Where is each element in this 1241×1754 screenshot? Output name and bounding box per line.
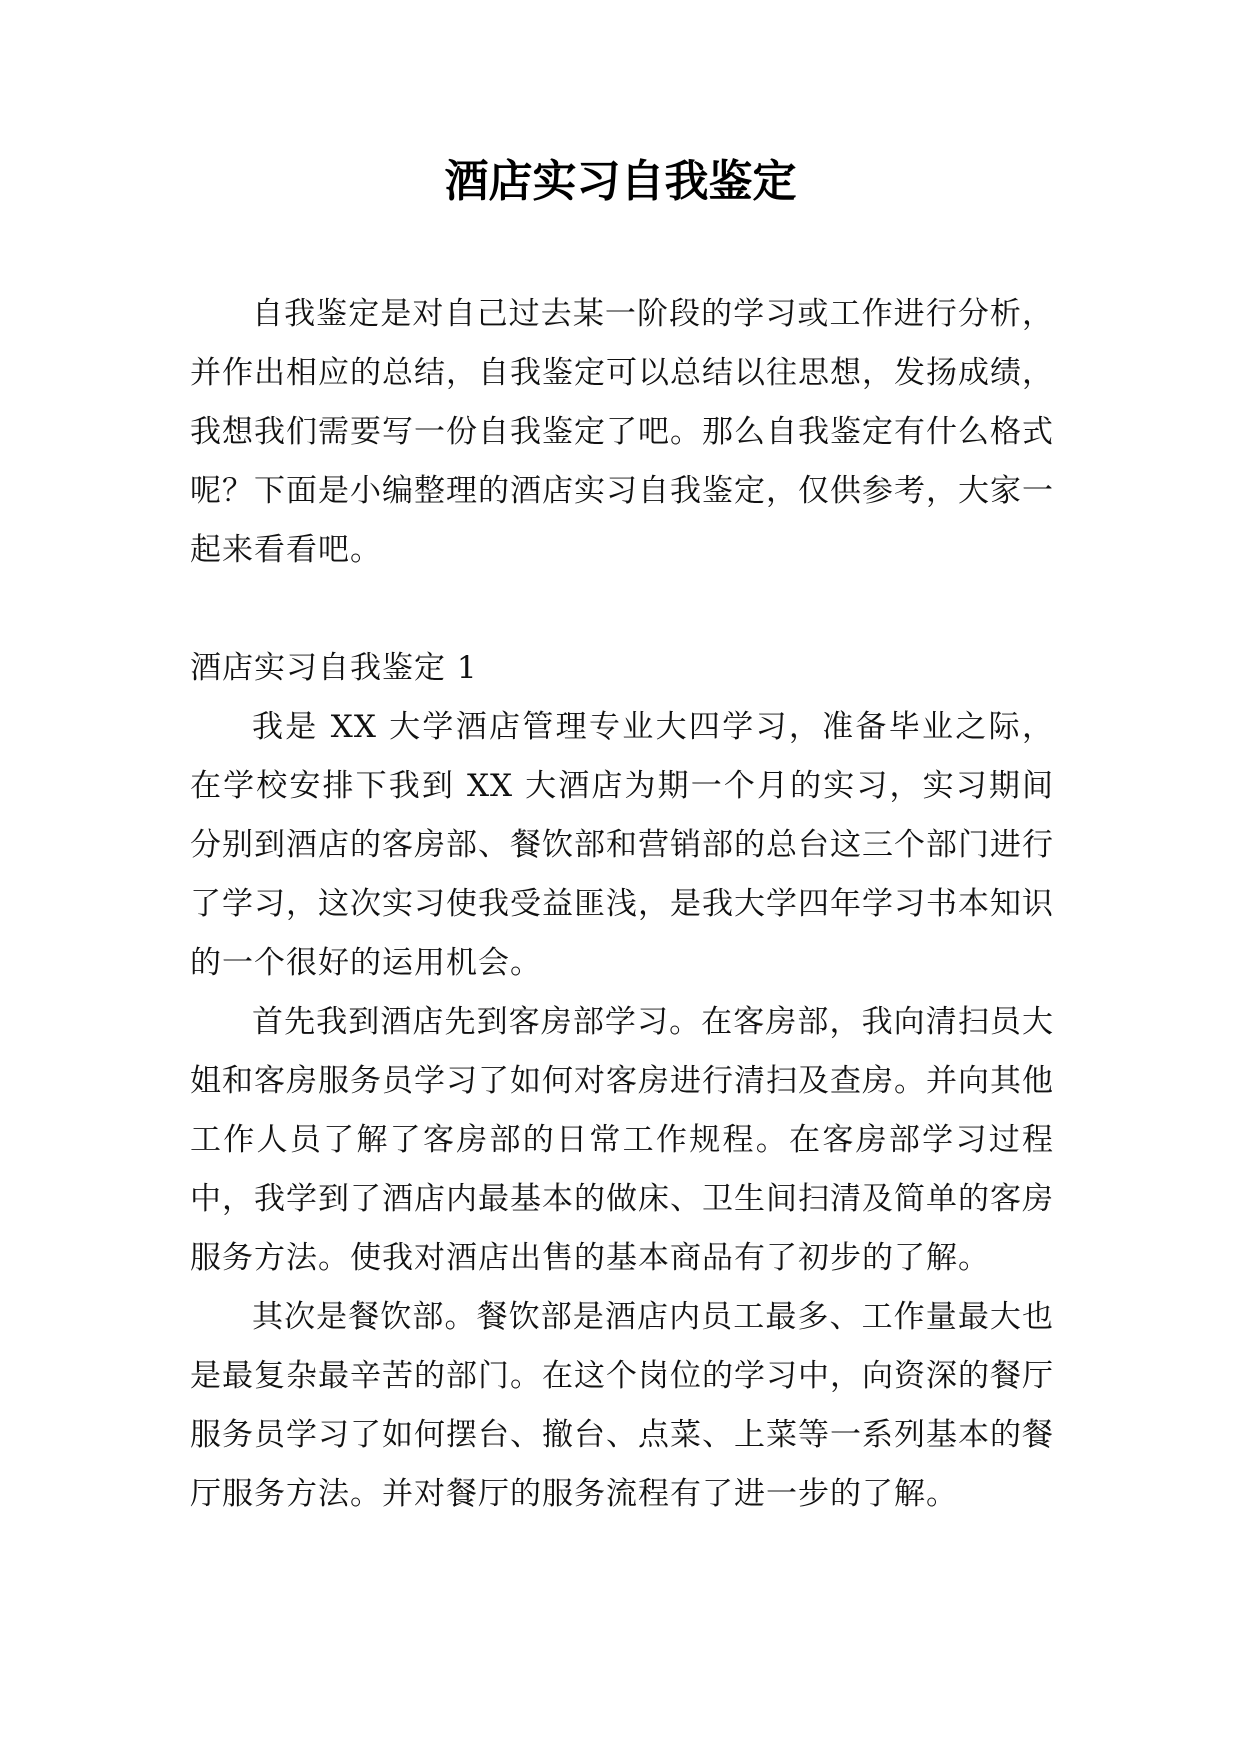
document-body [190,285,1054,1524]
body-paragraph: 其次是餐饮部。餐饮部是酒店内员工最多、工作量最大也是最复杂最辛苦的部门。在这个岗位的学习中，向资深的餐厅服务员学习了如何摆台、撤台、点菜、上菜等一系列基本的餐厅服务方法。并对餐厅的服务流程有了进一步的了解。 [190,1299,1054,1512]
document-title: 酒店实习自我鉴定 [444,156,797,207]
intro-paragraph: 自我鉴定是对自己过去某一阶段的学习或工作进行分析，并作出相应的总结，自我鉴定可以总结以往思想，发扬成绩，我想我们需要写一份自我鉴定了吧。那么自我鉴定有什么格式呢？下面是小编整理的酒店实习自我鉴定，仅供参考，大家一起来看看吧。 [190,296,1054,568]
body-paragraph: 首先我到酒店先到客房部学习。在客房部，我向清扫员大姐和客房服务员学习了如何对客房进行清扫及查房。并向其他工作人员了解了客房部的日常工作规程。在客房部学习过程中，我学到了酒店内最基本的做床、卫生间扫清及简单的客房服务方法。使我对酒店出售的基本商品有了初步的了解。 [190,1004,1054,1276]
section-heading: 酒店实习自我鉴定 1 [190,650,478,686]
body-paragraph: 我是 XX 大学酒店管理专业大四学习，准备毕业之际，在学校安排下我到 XX 大酒店为期一个月的实习，实习期间分别到酒店的客房部、餐饮部和营销部的总台这三个部门进行了学习，这次实习使我受益匪浅，是我大学四年学习书本知识的一个很好的运用机会。 [190,709,1054,981]
